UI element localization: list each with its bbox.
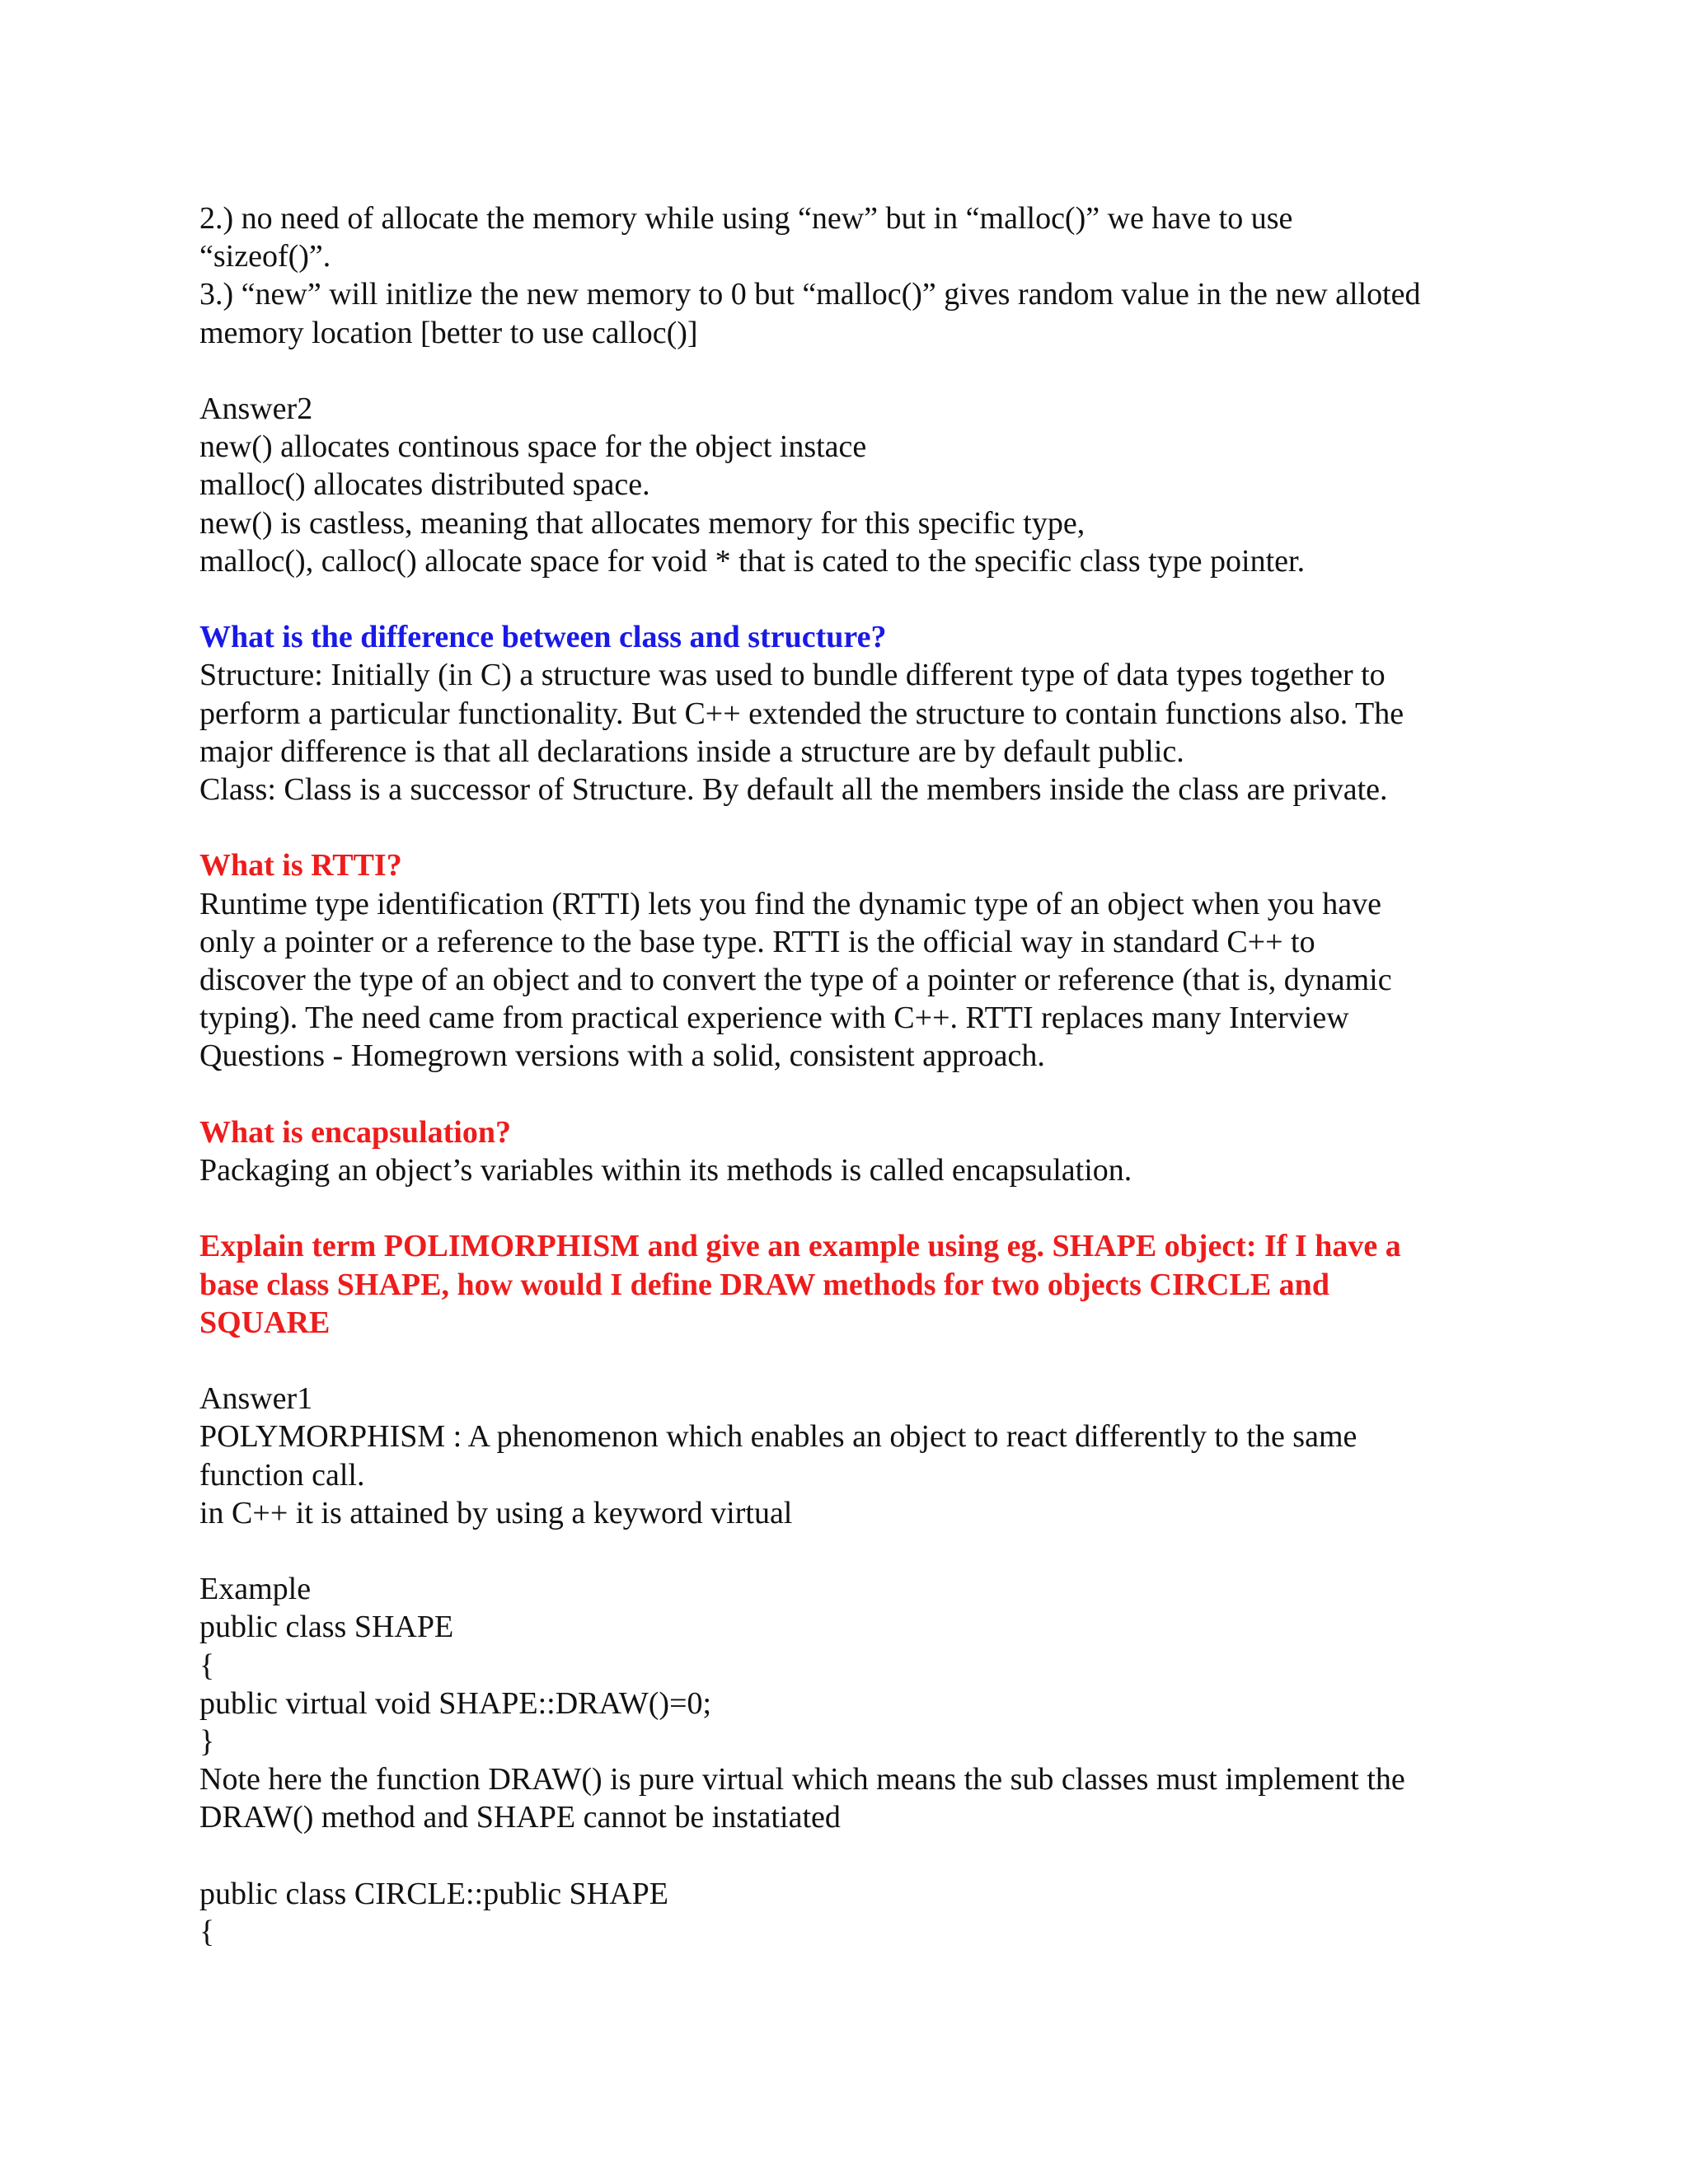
paragraph-line: Questions - Homegrown versions with a solid, consistent approach. bbox=[199, 1038, 1045, 1074]
question-heading: base class SHAPE, how would I define DRAW methods for two objects CIRCLE and bbox=[199, 1267, 1329, 1302]
paragraph-line: 3.) “new” will initlize the new memory to 0 but “malloc()” gives random value in the new alloted bbox=[199, 277, 1421, 312]
code-line: } bbox=[199, 1724, 215, 1760]
code-line: public class SHAPE bbox=[199, 1610, 454, 1645]
paragraph-line: major difference is that all declarations inside a structure are by default public. bbox=[199, 733, 1184, 769]
blank-line bbox=[199, 1342, 1502, 1380]
paragraph-line: function call. bbox=[199, 1457, 365, 1493]
paragraph-line: Packaging an object’s variables within its methods is called encapsulation. bbox=[199, 1153, 1132, 1188]
answer-heading: Answer1 bbox=[199, 1381, 313, 1417]
question-heading: What is the difference between class and structure? bbox=[199, 620, 887, 655]
paragraph-line: Runtime type identification (RTTI) lets you find the dynamic type of an object when you have bbox=[199, 886, 1381, 921]
paragraph-line: malloc(), calloc() allocate space for void * that is cated to the specific class type pointer. bbox=[199, 543, 1306, 579]
blank-line bbox=[199, 1076, 1502, 1113]
paragraph-line: 2.) no need of allocate the memory while using “new” but in “malloc()” we have to use bbox=[199, 201, 1293, 236]
blank-line bbox=[199, 1189, 1502, 1227]
blank-line bbox=[199, 1532, 1502, 1570]
paragraph-line: perform a particular functionality. But C++ extended the structure to contain functions also. The bbox=[199, 696, 1404, 731]
paragraph-line: DRAW() method and SHAPE cannot be instatiated bbox=[199, 1800, 841, 1835]
paragraph-line: in C++ it is attained by using a keyword virtual bbox=[199, 1495, 793, 1530]
blank-line bbox=[199, 808, 1502, 846]
example-heading: Example bbox=[199, 1572, 312, 1607]
paragraph-line: Structure: Initially (in C) a structure was used to bundle different type of data types together to bbox=[199, 658, 1386, 693]
blank-line bbox=[199, 352, 1502, 390]
paragraph-line: new() is castless, meaning that allocates memory for this specific type, bbox=[199, 505, 1085, 541]
code-line: { bbox=[199, 1647, 215, 1683]
paragraph-line: Note here the function DRAW() is pure virtual which means the sub classes must implement the bbox=[199, 1762, 1405, 1797]
paragraph-line: discover the type of an object and to convert the type of a pointer or reference (that is, dynamic bbox=[199, 963, 1392, 998]
question-heading: Explain term POLIMORPHISM and give an example using eg. SHAPE object: If I have a bbox=[199, 1229, 1401, 1264]
blank-line bbox=[199, 580, 1502, 618]
question-heading: What is encapsulation? bbox=[199, 1114, 511, 1150]
question-heading: What is RTTI? bbox=[199, 848, 402, 883]
code-line: public virtual void SHAPE::DRAW()=0; bbox=[199, 1685, 712, 1721]
paragraph-line: malloc() allocates distributed space. bbox=[199, 467, 650, 503]
paragraph-line: “sizeof()”. bbox=[199, 239, 331, 274]
paragraph-line: typing). The need came from practical experience with C++. RTTI replaces many Interview bbox=[199, 1001, 1349, 1036]
paragraph-line: only a pointer or a reference to the base type. RTTI is the official way in standard C++ to bbox=[199, 924, 1315, 959]
blank-line bbox=[199, 1837, 1502, 1875]
code-line: public class CIRCLE::public SHAPE bbox=[199, 1876, 668, 1911]
paragraph-line: new() allocates continous space for the object instace bbox=[199, 429, 867, 465]
answer-heading: Answer2 bbox=[199, 391, 313, 426]
paragraph-line: POLYMORPHISM : A phenomenon which enables an object to react differently to the same bbox=[199, 1419, 1357, 1455]
paragraph-line: Class: Class is a successor of Structure. By default all the members inside the class are private. bbox=[199, 772, 1388, 808]
code-line: { bbox=[199, 1915, 215, 1950]
question-heading: SQUARE bbox=[199, 1305, 331, 1340]
paragraph-line: memory location [better to use calloc()] bbox=[199, 315, 698, 350]
document-body bbox=[199, 199, 1502, 1951]
